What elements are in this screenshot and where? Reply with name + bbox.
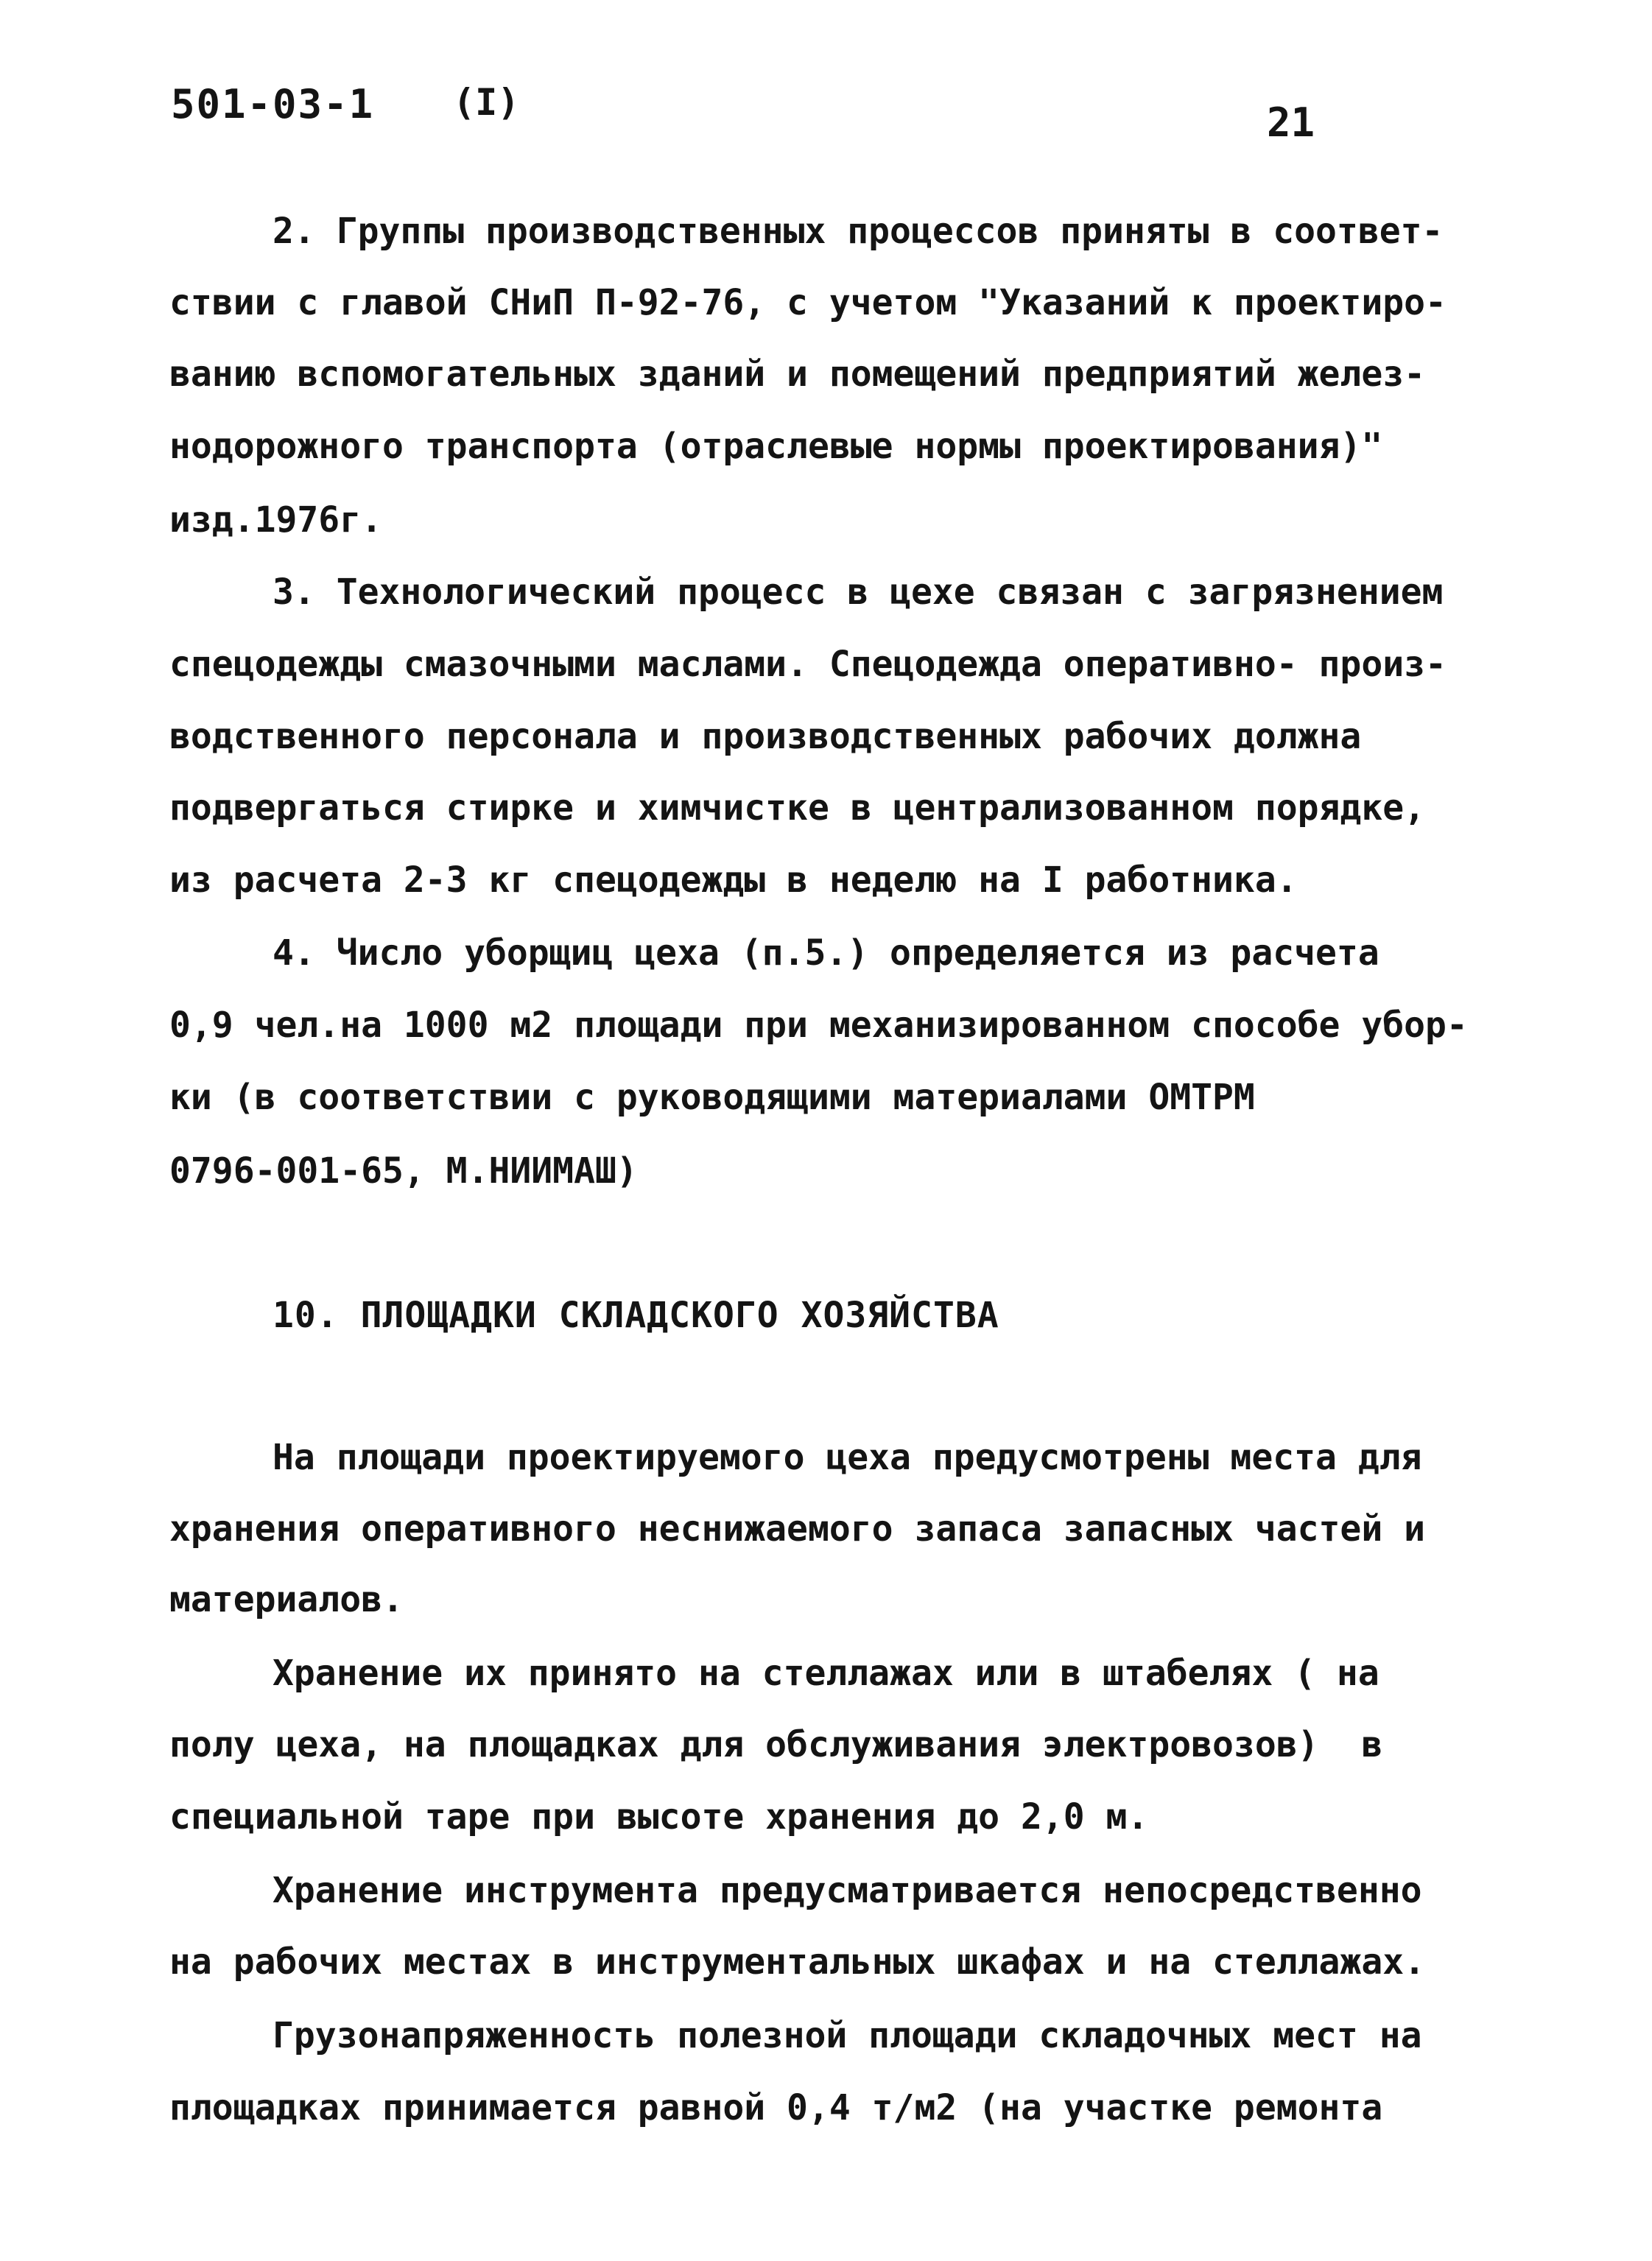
text-line: нодорожного транспорта (отраслевые нормы проектирования)"	[169, 426, 1383, 467]
text-line: из расчета 2-3 кг спецодежды в неделю на I работника.	[169, 859, 1298, 901]
page-number: 21	[1267, 99, 1315, 146]
document-part: (I)	[453, 81, 520, 124]
text-line: спецодежды смазочными маслами. Спецодежда оперативно- произ-	[169, 644, 1447, 685]
text-line: изд.1976г.	[169, 499, 382, 541]
text-line: полу цеха, на площадках для обслуживания электровозов) в	[169, 1724, 1383, 1765]
text-line: Грузонапряженность полезной площади складочных мест на	[273, 2015, 1422, 2056]
text-line: На площади проектируемого цеха предусмотрены места для	[273, 1437, 1422, 1478]
text-line: 2. Группы производственных процессов приняты в соответ-	[273, 211, 1444, 252]
text-line: 0796-001-65, М.НИИМАШ)	[169, 1150, 638, 1192]
text-line: водственного персонала и производственных рабочих должна	[169, 716, 1362, 757]
text-line: Хранение инструмента предусматривается непосредственно	[273, 1870, 1422, 1911]
document-code: 501-03-1	[171, 81, 375, 127]
section-heading: 10. ПЛОЩАДКИ СКЛАДСКОГО ХОЗЯЙСТВА	[273, 1295, 999, 1336]
text-line: подвергаться стирке и химчистке в централизованном порядке,	[169, 787, 1426, 829]
text-line: специальной таре при высоте хранения до 2,0 м.	[169, 1796, 1149, 1838]
text-line: 3. Технологический процесс в цехе связан с загрязнением	[273, 572, 1444, 613]
text-line: ствии с главой СНиП П-92-76, с учетом "Указаний к проектиро-	[169, 282, 1447, 323]
text-line: площадках принимается равной 0,4 т/м2 (на участке ремонта	[169, 2087, 1383, 2128]
text-line: Хранение их принято на стеллажах или в штабелях ( на	[273, 1653, 1379, 1694]
text-line: 0,9 чел.на 1000 м2 площади при механизированном способе убор-	[169, 1005, 1468, 1046]
text-line: материалов.	[169, 1579, 404, 1620]
text-line: ванию вспомогательных зданий и помещений предприятий желез-	[169, 354, 1426, 395]
text-line: хранения оперативного неснижаемого запаса запасных частей и	[169, 1508, 1426, 1550]
text-line: 4. Число уборщиц цеха (п.5.) определяется из расчета	[273, 932, 1379, 974]
text-line: ки (в соответствии с руководящими материалами ОМТРМ	[169, 1077, 1255, 1118]
text-line: на рабочих местах в инструментальных шкафах и на стеллажах.	[169, 1941, 1426, 1983]
